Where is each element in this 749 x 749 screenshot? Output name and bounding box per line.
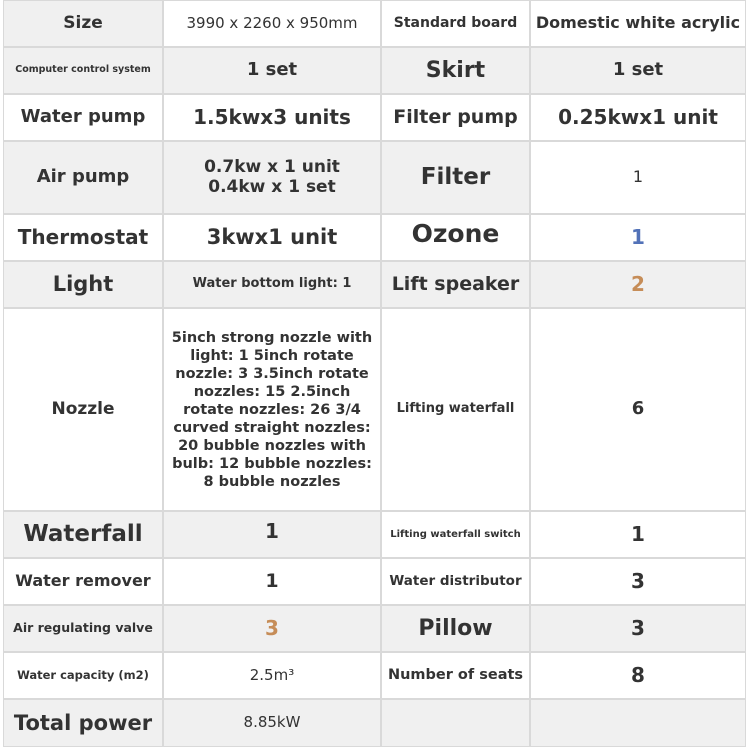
- label-pillow: Pillow: [381, 605, 530, 652]
- value-thermostat: 3kwx1 unit: [163, 214, 381, 261]
- value-water-capacity: 2.5m³: [163, 652, 381, 699]
- value-nozzle: 5inch strong nozzle with light: 1 5inch rotate nozzle: 3 3.5inch rotate nozzles: 15 2.5inch rotate nozzles: 26 3/4 curved straight nozzles: 20 bubble nozzles with bulb: 12 bubble nozzles: 8 bubble nozzles: [163, 308, 381, 511]
- label-water-distributor: Water distributor: [381, 558, 530, 605]
- label-filter-pump: Filter pump: [381, 94, 530, 141]
- value-ozone: 1: [530, 214, 746, 261]
- value-water-remover: 1: [163, 558, 381, 605]
- label-nozzle: Nozzle: [3, 308, 163, 511]
- value-total-power: 8.85kW: [163, 699, 381, 747]
- label-lifting-waterfall: Lifting waterfall: [381, 308, 530, 511]
- value-air-pump: [163, 141, 381, 214]
- label-waterfall: Waterfall: [3, 511, 163, 558]
- value-water-pump: 1.5kwx3 units: [163, 94, 381, 141]
- value-light: Water bottom light: 1: [163, 261, 381, 308]
- label-water-remover: Water remover: [3, 558, 163, 605]
- value-lifting-waterfall-switch: 1: [530, 511, 746, 558]
- empty-cell-1: [381, 699, 530, 747]
- value-waterfall: 1: [163, 511, 381, 558]
- value-lifting-waterfall: 6: [530, 308, 746, 511]
- air-pump-line-1: 0.7kw x 1 unit: [204, 156, 340, 177]
- value-skirt: 1 set: [530, 47, 746, 94]
- value-water-distributor: 3: [530, 558, 746, 605]
- label-water-capacity: Water capacity (m2): [3, 652, 163, 699]
- label-standard-board: Standard board: [381, 0, 530, 47]
- label-filter: Filter: [381, 141, 530, 214]
- label-water-pump: Water pump: [3, 94, 163, 141]
- label-thermostat: Thermostat: [3, 214, 163, 261]
- value-number-of-seats: 8: [530, 652, 746, 699]
- value-pillow: 3: [530, 605, 746, 652]
- value-filter-pump: 0.25kwx1 unit: [530, 94, 746, 141]
- label-number-of-seats: Number of seats: [381, 652, 530, 699]
- air-pump-line-2: 0.4kw x 1 set: [208, 176, 336, 197]
- label-total-power: Total power: [3, 699, 163, 747]
- value-lift-speaker: 2: [530, 261, 746, 308]
- label-lift-speaker: Lift speaker: [381, 261, 530, 308]
- label-ozone: Ozone: [381, 214, 530, 261]
- value-standard-board: Domestic white acrylic: [530, 0, 746, 47]
- empty-cell-2: [530, 699, 746, 747]
- label-light: Light: [3, 261, 163, 308]
- label-air-regulating-valve: Air regulating valve: [3, 605, 163, 652]
- value-size: 3990 x 2260 x 950mm: [163, 0, 381, 47]
- label-size: Size: [3, 0, 163, 47]
- label-computer-control-system: Computer control system: [3, 47, 163, 94]
- value-air-regulating-valve: 3: [163, 605, 381, 652]
- spec-table: [3, 0, 746, 747]
- value-computer-control-system: 1 set: [163, 47, 381, 94]
- label-air-pump: Air pump: [3, 141, 163, 214]
- value-filter: 1: [530, 141, 746, 214]
- label-skirt: Skirt: [381, 47, 530, 94]
- label-lifting-waterfall-switch: Lifting waterfall switch: [381, 511, 530, 558]
